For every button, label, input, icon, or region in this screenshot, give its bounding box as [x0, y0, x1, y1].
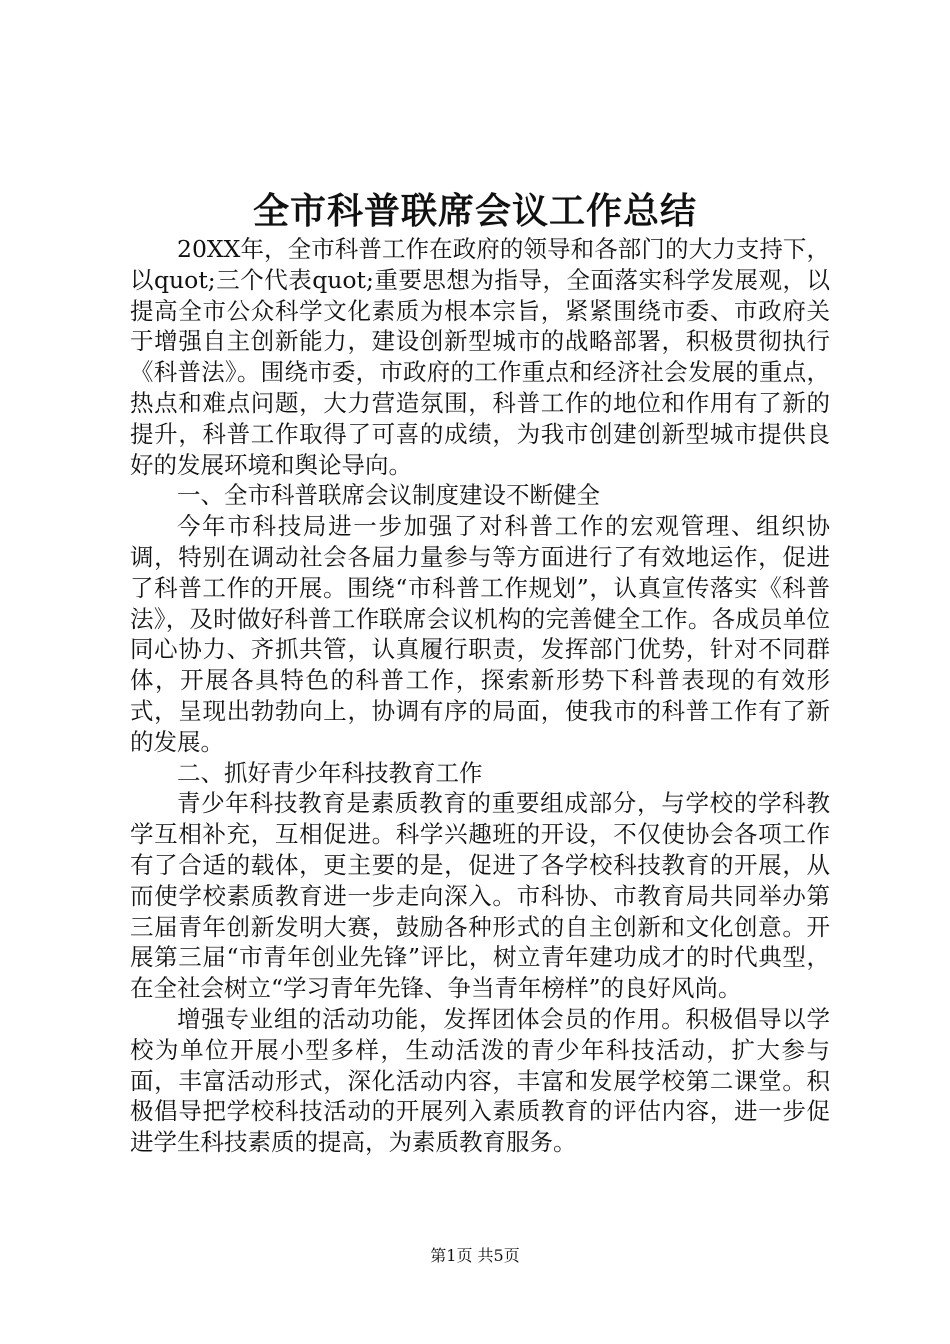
section-heading-2: 二、抓好青少年科技教育工作: [177, 758, 483, 787]
intro-paragraph: 20XX年，全市科普工作在政府的领导和各部门的大力支持下，以quot;三个代表quot;重要思想为指导，全面落实科学发展观，以提高全市公众科学文化素质为根本宗旨，紧紧围绕市委、市政府关于增强自主创新能力，建设创新型城市的战略部署，积极贯彻执行《科普法》。围绕市委，市政府的工作重点和经济社会发展的重点，热点和难点问题，大力营造氛围，科普工作的地位和作用有了新的提升，科普工作取得了可喜的成绩，为我市创建创新型城市提供良好的发展环境和舆论导向。: [130, 235, 830, 479]
section-heading-1: 一、全市科普联席会议制度建设不断健全: [177, 481, 600, 510]
section-1-paragraph: 今年市科技局进一步加强了对科普工作的宏观管理、组织协调，特别在调动社会各届力量参与等方面进行了有效地运作，促进了科普工作的开展。围绕“市科普工作规划”，认真宣传落实《科普法》，及时做好科普工作联席会议机构的完善健全工作。各成员单位同心协力、齐抓共管，认真履行职责，发挥部门优势，针对不同群体，开展各具特色的科普工作，探索新形势下科普表现的有效形式，呈现出勃勃向上，协调有序的局面，使我市的科普工作有了新的发展。: [130, 512, 830, 756]
page-number-footer: 第1页 共5页: [430, 1246, 520, 1265]
section-2-paragraph-1: 青少年科技教育是素质教育的重要组成部分，与学校的学科教学互相补充，互相促进。科学兴趣班的开设，不仅使协会各项工作有了合适的载体，更主要的是，促进了各学校科技教育的开展，从而使学校素质教育进一步走向深入。市科协、市教育局共同举办第三届青年创新发明大赛，鼓励各种形式的自主创新和文化创意。开展第三届“市青年创业先锋”评比，树立青年建功成才的时代典型，在全社会树立“学习青年先锋、争当青年榜样”的良好风尚。: [130, 789, 830, 1003]
section-2-paragraph-2: 增强专业组的活动功能，发挥团体会员的作用。积极倡导以学校为单位开展小型多样，生动活泼的青少年科技活动，扩大参与面，丰富活动形式，深化活动内容，丰富和发展学校第二课堂。积极倡导把学校科技活动的开展列入素质教育的评估内容，进一步促进学生科技素质的提高，为素质教育服务。: [130, 1004, 830, 1157]
document-body: [130, 234, 830, 1158]
document-title: 全市科普联席会议工作总结: [252, 190, 697, 232]
